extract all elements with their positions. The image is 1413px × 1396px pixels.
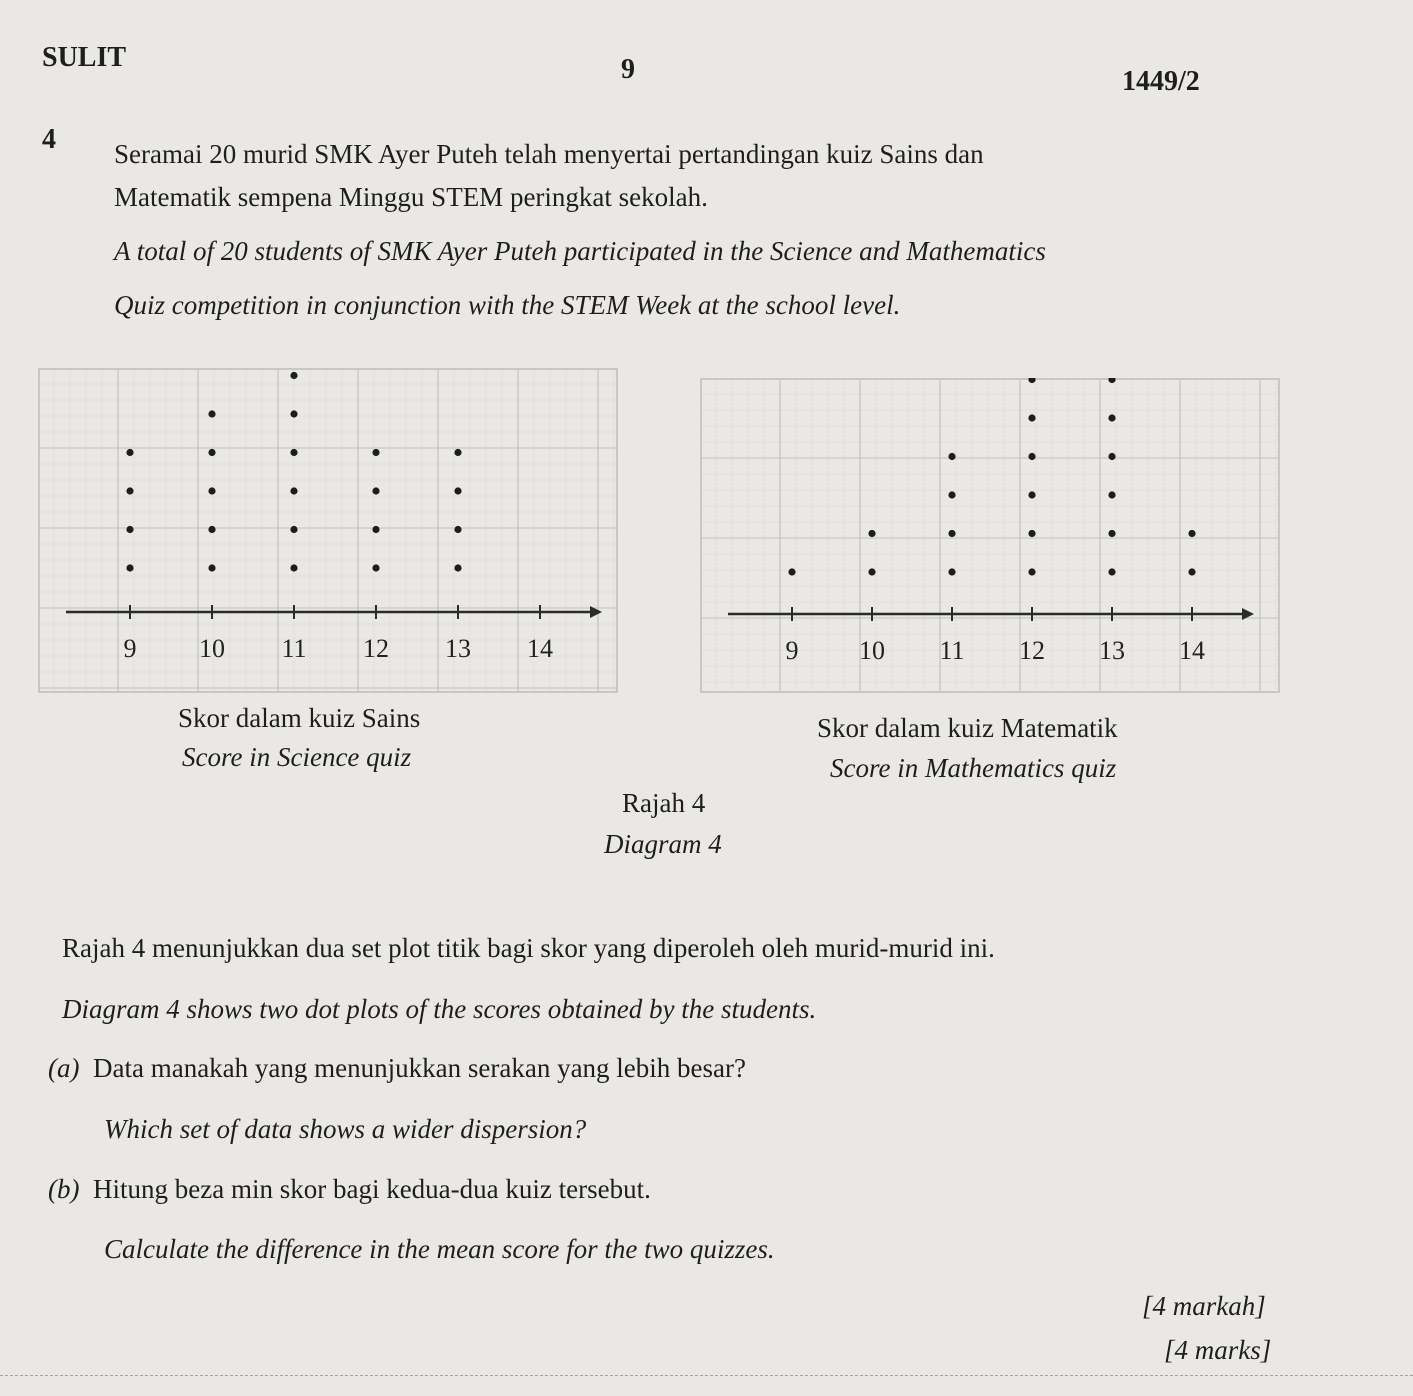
data-dot <box>1028 568 1035 575</box>
tick-label: 14 <box>1179 636 1205 665</box>
tick-label: 9 <box>123 634 137 663</box>
math-dot-plot <box>700 378 1280 693</box>
data-dot <box>1028 378 1035 383</box>
question-malay-line-1: Seramai 20 murid SMK Ayer Puteh telah menyertai pertandingan kuiz Sains dan <box>114 139 984 169</box>
data-dot <box>126 487 133 494</box>
data-dot <box>1028 530 1035 537</box>
science-dot-plot <box>38 368 618 693</box>
math-caption-malay: Skor dalam kuiz Matematik <box>817 713 1118 743</box>
data-dot <box>1108 414 1115 421</box>
question-english-line-1: A total of 20 students of SMK Ayer Puteh participated in the Science and Mathematics <box>114 236 1046 266</box>
tick-label: 13 <box>445 634 471 663</box>
data-dot <box>788 568 795 575</box>
data-dot <box>208 449 215 456</box>
part-a-english: Which set of data shows a wider dispersion? <box>104 1114 587 1144</box>
data-dot <box>126 526 133 533</box>
part-b-english: Calculate the difference in the mean score for the two quizzes. <box>104 1234 775 1264</box>
part-a-label <box>48 1052 79 1084</box>
question-english-line-2: Quiz competition in conjunction with the STEM Week at the school level. <box>114 290 901 320</box>
tick-label: 12 <box>363 634 389 663</box>
data-dot <box>290 410 297 417</box>
data-dot <box>948 530 955 537</box>
data-dot <box>1028 491 1035 498</box>
marks-malay: [4 markah] <box>1142 1291 1266 1321</box>
data-dot <box>208 564 215 571</box>
data-dot <box>290 526 297 533</box>
part-a-malay: Data manakah yang menunjukkan serakan yang lebih besar? <box>93 1053 746 1083</box>
data-dot <box>1108 530 1115 537</box>
part-b-malay: Hitung beza min skor bagi kedua-dua kuiz tersebut. <box>93 1174 651 1204</box>
data-dot <box>948 568 955 575</box>
part-b-label <box>48 1173 79 1205</box>
data-dot <box>372 487 379 494</box>
data-dot <box>126 564 133 571</box>
data-dot <box>208 526 215 533</box>
science-caption-english: Score in Science quiz <box>182 742 412 772</box>
data-dot <box>948 453 955 460</box>
data-dot <box>290 487 297 494</box>
data-dot <box>290 449 297 456</box>
tick-label: 11 <box>281 634 307 663</box>
data-dot <box>208 410 215 417</box>
data-dot <box>454 564 461 571</box>
paper-code: 1449/2 <box>1122 66 1200 97</box>
tick-label: 11 <box>939 636 965 665</box>
marks-english: [4 marks] <box>1164 1335 1272 1365</box>
question-malay-line-2: Matematik sempena Minggu STEM peringkat sekolah. <box>114 182 708 212</box>
data-dot <box>372 526 379 533</box>
data-dot <box>1188 530 1195 537</box>
data-dot <box>1108 568 1115 575</box>
part-a-letter: (a) <box>48 1053 80 1083</box>
question-number: 4 <box>42 124 56 155</box>
tick-label: 13 <box>1099 636 1125 665</box>
tick-label: 9 <box>785 636 799 665</box>
diagram-label-malay: Rajah 4 <box>622 788 706 818</box>
data-dot <box>1108 453 1115 460</box>
data-dot <box>868 530 875 537</box>
math-caption-english: Score in Mathematics quiz <box>830 753 1117 783</box>
tick-label: 10 <box>859 636 885 665</box>
data-dot <box>868 568 875 575</box>
science-dot-plot-svg <box>38 368 618 693</box>
tick-label: 14 <box>527 634 553 663</box>
data-dot <box>454 487 461 494</box>
header-sulit: SULIT <box>42 42 127 73</box>
page-number: 9 <box>621 54 635 85</box>
page-edge-divider <box>0 1375 1413 1396</box>
data-dot <box>1028 453 1035 460</box>
data-dot <box>454 449 461 456</box>
part-b-letter: (b) <box>48 1174 80 1204</box>
diagram-label-english: Diagram 4 <box>604 829 722 859</box>
intro-malay: Rajah 4 menunjukkan dua set plot titik bagi skor yang diperoleh oleh murid-murid ini. <box>62 933 995 963</box>
data-dot <box>1188 568 1195 575</box>
data-dot <box>1108 378 1115 383</box>
data-dot <box>372 564 379 571</box>
data-dot <box>948 491 955 498</box>
data-dot <box>372 449 379 456</box>
data-dot <box>290 564 297 571</box>
data-dot <box>208 487 215 494</box>
data-dot <box>1108 491 1115 498</box>
data-dot <box>290 372 297 379</box>
tick-label: 10 <box>199 634 225 663</box>
science-caption-malay: Skor dalam kuiz Sains <box>178 703 421 733</box>
data-dot <box>1028 414 1035 421</box>
intro-english: Diagram 4 shows two dot plots of the scores obtained by the students. <box>62 994 817 1024</box>
math-dot-plot-svg <box>700 378 1280 693</box>
tick-label: 12 <box>1019 636 1045 665</box>
data-dot <box>454 526 461 533</box>
data-dot <box>126 449 133 456</box>
